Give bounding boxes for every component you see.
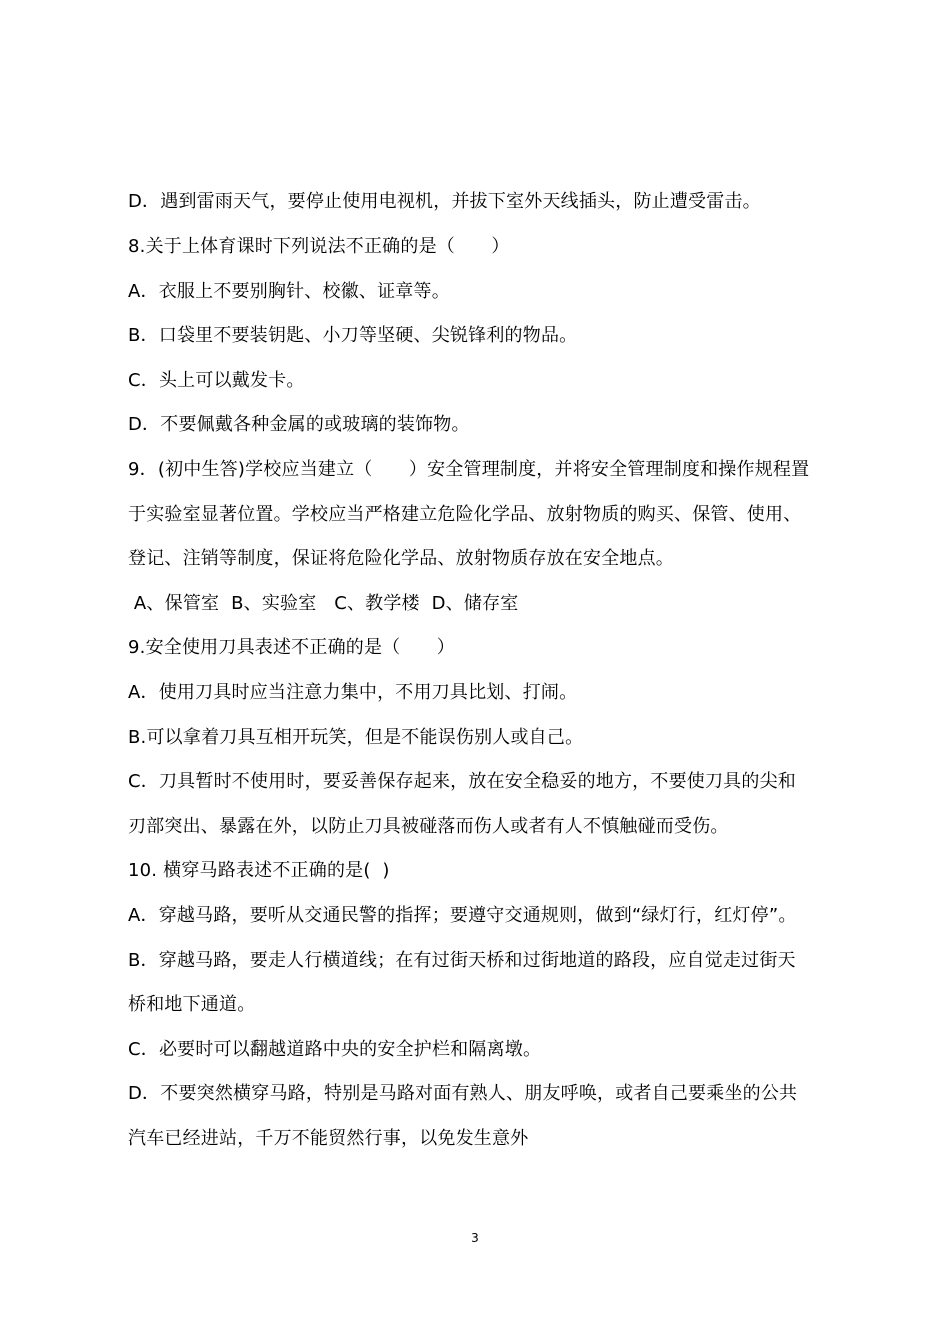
option-9b-b: B.可以拿着刀具互相开玩笑，但是不能误伤别人或自己。 (128, 727, 584, 748)
option-8a: A．衣服上不要别胸针、校徽、证章等。 (128, 281, 450, 302)
option-10c: C．必要时可以翻越道路中央的安全护栏和隔离墩。 (128, 1039, 542, 1060)
page-number: 3 (471, 1231, 479, 1245)
option-8b: B．口袋里不要装钥匙、小刀等坚硬、尖锐锋利的物品。 (128, 325, 578, 346)
option-8d: D．不要佩戴各种金属的或玻璃的装饰物。 (128, 414, 470, 435)
option-9b-c-line-1: C．刀具暂时不使用时，要妥善保存起来，放在安全稳妥的地方，不要使刀具的尖和 (128, 771, 796, 792)
option-9b-c-line-2: 刃部突出、暴露在外，以防止刀具被碰落而伤人或者有人不慎触碰而受伤。 (128, 816, 729, 837)
question-9-line-2: 于实验室显著位置。学校应当严格建立危险化学品、放射物质的购买、保管、使用、 (128, 504, 802, 525)
question-9-line-1: 9．(初中生答)学校应当建立（ ）安全管理制度，并将安全管理制度和操作规程置 (128, 459, 810, 480)
option-10d-line-1: D．不要突然横穿马路，特别是马路对面有熟人、朋友呼唤，或者自己要乘坐的公共 (128, 1083, 798, 1104)
option-7d: D．遇到雷雨天气，要停止使用电视机，并拔下室外天线插头，防止遭受雷击。 (128, 191, 761, 212)
question-10: 10. 横穿马路表述不正确的是( ) (128, 860, 390, 881)
option-8c: C．头上可以戴发卡。 (128, 370, 305, 391)
option-10d-line-2: 汽车已经进站，千万不能贸然行事，以免发生意外 (128, 1128, 529, 1149)
option-10a: A．穿越马路，要听从交通民警的指挥；要遵守交通规则，做到“绿灯行，红灯停”。 (128, 905, 797, 926)
option-10b-line-1: B．穿越马路，要走人行横道线；在有过街天桥和过街地道的路段，应自觉走过街天 (128, 950, 796, 971)
question-9-line-3: 登记、注销等制度，保证将危险化学品、放射物质存放在安全地点。 (128, 548, 674, 569)
option-10b-line-2: 桥和地下通道。 (128, 994, 256, 1015)
option-9b-a: A．使用刀具时应当注意力集中，不用刀具比划、打闹。 (128, 682, 578, 703)
question-9-options: A、保管室 B、实验室 C、教学楼 D、储存室 (128, 593, 519, 614)
question-8: 8.关于上体育课时下列说法不正确的是（ ） (128, 236, 510, 257)
question-9b: 9.安全使用刀具表述不正确的是（ ） (128, 637, 455, 658)
